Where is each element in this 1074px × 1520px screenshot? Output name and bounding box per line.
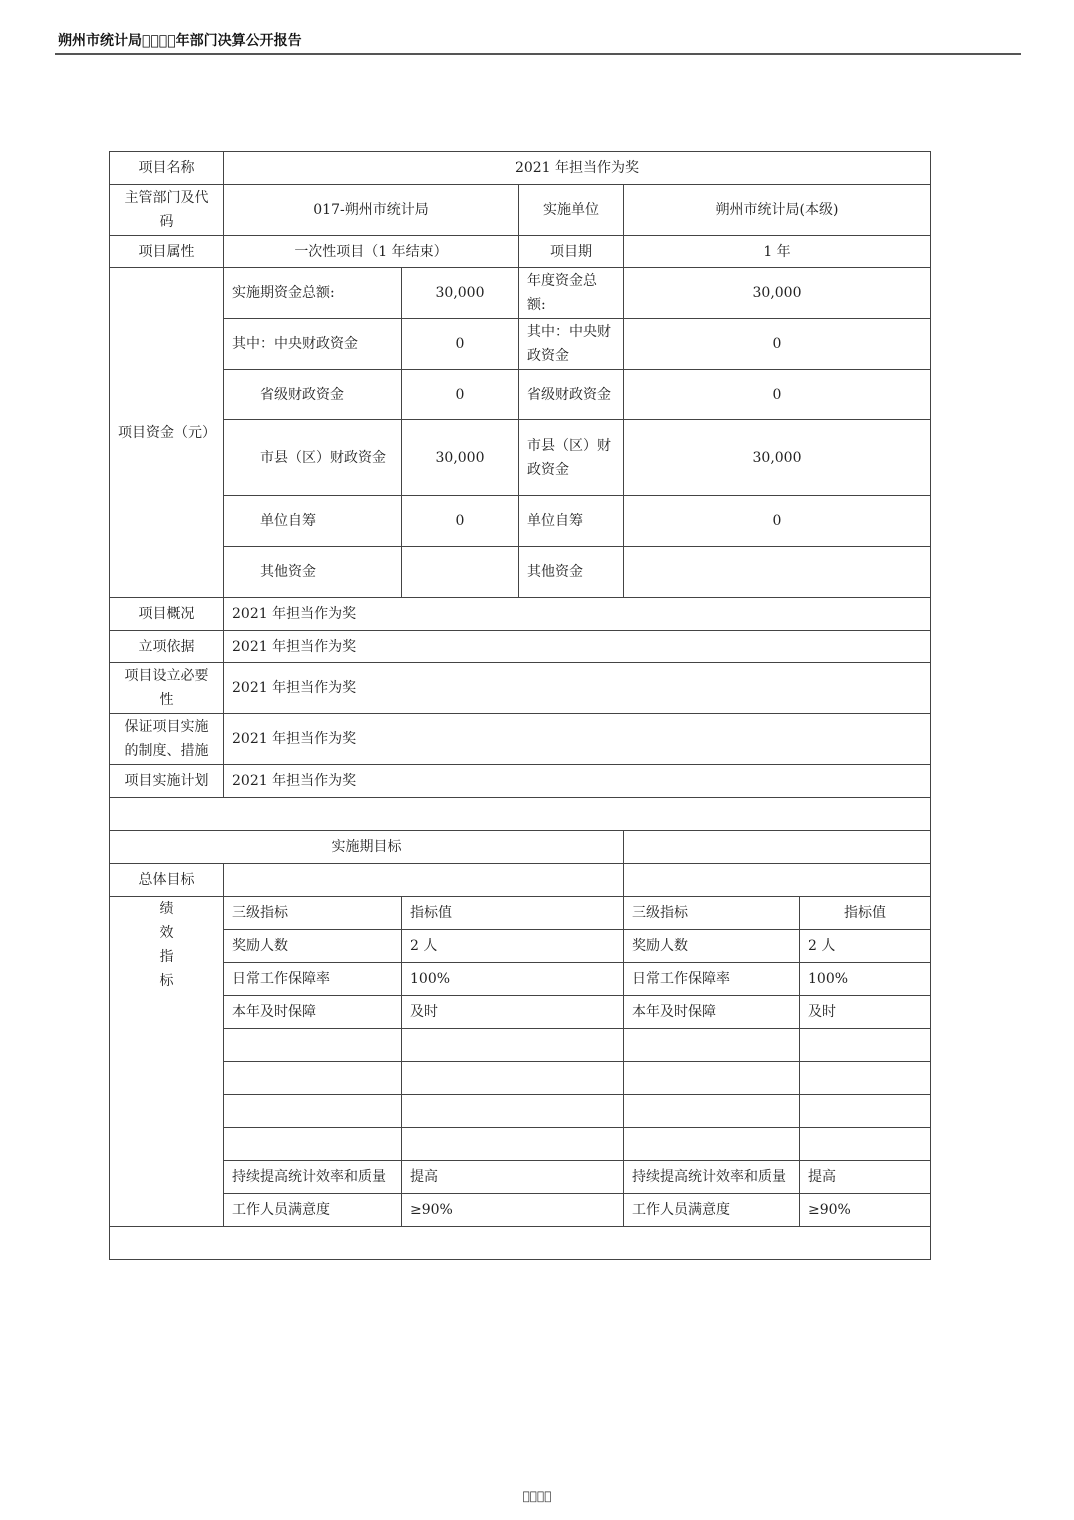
indicator-row xyxy=(110,1062,931,1095)
dept-value: 017-朔州市统计局 xyxy=(224,185,519,236)
indicator-value: 提高 xyxy=(402,1161,624,1194)
plan-value: 2021 年担当作为奖 xyxy=(224,765,931,798)
indicator-row xyxy=(110,1161,931,1194)
fund-label-2: 单位自筹 xyxy=(519,496,624,547)
indicator-name-2 xyxy=(624,1095,800,1128)
row-dept xyxy=(110,185,931,236)
fund-label-2: 市县（区）财政资金 xyxy=(519,420,624,496)
row-guarantee xyxy=(110,714,931,765)
indicator-header-2: 三级指标 xyxy=(624,897,800,930)
indicator-name-2: 本年及时保障 xyxy=(624,996,800,1029)
row-overview xyxy=(110,598,931,631)
fund-value: 0 xyxy=(402,496,519,547)
fund-row xyxy=(110,319,931,370)
indicator-value-2 xyxy=(800,1095,931,1128)
fund-value: 0 xyxy=(402,319,519,370)
fund-value: 30,000 xyxy=(402,420,519,496)
indicator-value-2: ≥90% xyxy=(800,1194,931,1227)
value-header: 指标值 xyxy=(402,897,624,930)
fund-label: 其他资金 xyxy=(224,547,402,598)
fund-value-2: 30,000 xyxy=(624,268,931,319)
fund-value: 0 xyxy=(402,370,519,420)
guarantee-value: 2021 年担当作为奖 xyxy=(224,714,931,765)
indicator-value: 2 人 xyxy=(402,930,624,963)
project-name-value: 2021 年担当作为奖 xyxy=(224,152,931,185)
indicator-value xyxy=(402,1029,624,1062)
indicator-name: 日常工作保障率 xyxy=(224,963,402,996)
fund-label: 市县（区）财政资金 xyxy=(224,420,402,496)
attr-value: 一次性项目（1 年结束） xyxy=(224,236,519,268)
indicator-name: 奖励人数 xyxy=(224,930,402,963)
indicator-name-2: 奖励人数 xyxy=(624,930,800,963)
blank-cell xyxy=(110,798,931,831)
indicator-value xyxy=(402,1062,624,1095)
period-label: 项目期 xyxy=(519,236,624,268)
indicator-name-2: 持续提高统计效率和质量 xyxy=(624,1161,800,1194)
indicator-value-2 xyxy=(800,1029,931,1062)
impl-unit-label: 实施单位 xyxy=(519,185,624,236)
indicator-name: 工作人员满意度 xyxy=(224,1194,402,1227)
necessity-label: 项目设立必要性 xyxy=(110,663,224,714)
dept-label: 主管部门及代码 xyxy=(110,185,224,236)
fund-label-2: 省级财政资金 xyxy=(519,370,624,420)
fund-value-2: 0 xyxy=(624,319,931,370)
indicator-value-2: 100% xyxy=(800,963,931,996)
fund-label-2: 其中：中央财政资金 xyxy=(519,319,624,370)
fund-label: 其中：中央财政资金 xyxy=(224,319,402,370)
plan-label: 项目实施计划 xyxy=(110,765,224,798)
indicator-value: ≥90% xyxy=(402,1194,624,1227)
row-overall-goal xyxy=(110,864,931,897)
row-basis xyxy=(110,631,931,663)
overall-goal-value-2 xyxy=(624,864,931,897)
fund-label-2: 年度资金总额: xyxy=(519,268,624,319)
report-header-title: 朔州市统计局    年部门决算公开报告 xyxy=(58,33,302,49)
funds-label: 项目资金（元） xyxy=(110,268,224,598)
row-plan xyxy=(110,765,931,798)
basis-value: 2021 年担当作为奖 xyxy=(224,631,931,663)
indicator-value: 及时 xyxy=(402,996,624,1029)
indicator-value-2: 2 人 xyxy=(800,930,931,963)
necessity-value: 2021 年担当作为奖 xyxy=(224,663,931,714)
indicator-value xyxy=(402,1128,624,1161)
indicator-name-2 xyxy=(624,1062,800,1095)
indicator-value xyxy=(402,1095,624,1128)
fund-row xyxy=(110,496,931,547)
overview-label: 项目概况 xyxy=(110,598,224,631)
fund-value-2: 0 xyxy=(624,370,931,420)
indicator-name xyxy=(224,1029,402,1062)
indicator-name: 本年及时保障 xyxy=(224,996,402,1029)
impl-goal-label: 实施期目标 xyxy=(110,831,624,864)
row-final-blank xyxy=(110,1227,931,1260)
overall-goal-label: 总体目标 xyxy=(110,864,224,897)
indicator-name-2 xyxy=(624,1128,800,1161)
indicator-header-row xyxy=(110,897,931,930)
row-attr xyxy=(110,236,931,268)
fund-row xyxy=(110,547,931,598)
indicator-value-2: 及时 xyxy=(800,996,931,1029)
indicator-row xyxy=(110,996,931,1029)
indicator-row xyxy=(110,963,931,996)
indicator-row xyxy=(110,1194,931,1227)
impl-goal-blank xyxy=(624,831,931,864)
project-performance-table xyxy=(109,151,931,1260)
indicator-value-2 xyxy=(800,1062,931,1095)
fund-label: 实施期资金总额: xyxy=(224,268,402,319)
indicator-name xyxy=(224,1062,402,1095)
fund-value-2: 30,000 xyxy=(624,420,931,496)
perf-label: 绩效指标 xyxy=(159,901,174,989)
indicator-name-2 xyxy=(624,1029,800,1062)
basis-label: 立项依据 xyxy=(110,631,224,663)
fund-row xyxy=(110,268,931,319)
project-name-label: 项目名称 xyxy=(110,152,224,185)
fund-row xyxy=(110,420,931,496)
fund-value: 30,000 xyxy=(402,268,519,319)
indicator-header: 三级指标 xyxy=(224,897,402,930)
row-necessity xyxy=(110,663,931,714)
page-number:      xyxy=(522,1489,552,1503)
row-project-name xyxy=(110,152,931,185)
indicator-row xyxy=(110,1029,931,1062)
row-impl-goal xyxy=(110,831,931,864)
attr-label: 项目属性 xyxy=(110,236,224,268)
overview-value: 2021 年担当作为奖 xyxy=(224,598,931,631)
header-divider xyxy=(55,53,1021,55)
fund-row xyxy=(110,370,931,420)
fund-label: 单位自筹 xyxy=(224,496,402,547)
indicator-name: 持续提高统计效率和质量 xyxy=(224,1161,402,1194)
impl-unit-value: 朔州市统计局(本级) xyxy=(624,185,931,236)
fund-label: 省级财政资金 xyxy=(224,370,402,420)
row-blank xyxy=(110,798,931,831)
indicator-name-2: 工作人员满意度 xyxy=(624,1194,800,1227)
perf-label-cell xyxy=(110,897,224,1227)
fund-value-2 xyxy=(624,547,931,598)
period-value: 1 年 xyxy=(624,236,931,268)
indicator-row xyxy=(110,930,931,963)
indicator-value-2: 提高 xyxy=(800,1161,931,1194)
fund-value xyxy=(402,547,519,598)
value-header-2: 指标值 xyxy=(800,897,931,930)
fund-label-2: 其他资金 xyxy=(519,547,624,598)
overall-goal-value xyxy=(224,864,624,897)
indicator-name xyxy=(224,1095,402,1128)
indicator-value: 100% xyxy=(402,963,624,996)
indicator-name xyxy=(224,1128,402,1161)
indicator-row xyxy=(110,1128,931,1161)
final-blank-cell xyxy=(110,1227,931,1260)
indicator-value-2 xyxy=(800,1128,931,1161)
indicator-row xyxy=(110,1095,931,1128)
indicator-name-2: 日常工作保障率 xyxy=(624,963,800,996)
fund-value-2: 0 xyxy=(624,496,931,547)
guarantee-label: 保证项目实施的制度、措施 xyxy=(110,714,224,765)
